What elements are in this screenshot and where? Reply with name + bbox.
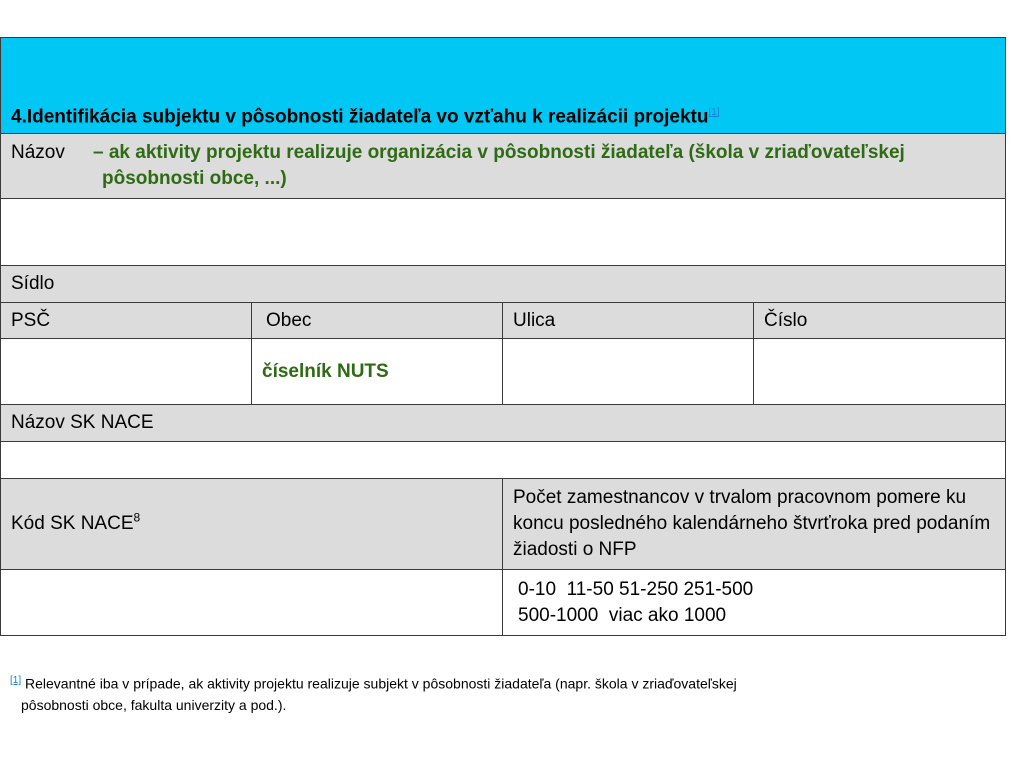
employees-ranges-line2: 500-1000 viac ako 1000: [518, 604, 727, 626]
ulica-input-cell[interactable]: [503, 339, 754, 405]
nazov-input-cell[interactable]: [1, 199, 1006, 266]
identification-form-table: [0, 37, 1006, 636]
employees-ranges-line1: 0-10 11-50 51-250 251-500: [518, 578, 754, 600]
ulica-label: Ulica: [503, 303, 754, 339]
nazov-note-line2: pôsobnosti obce, ...): [102, 168, 287, 189]
employees-ranges-cell[interactable]: [503, 570, 1006, 636]
nazov-note-line1: – ak aktivity projektu realizuje organizácia v pôsobnosti žiadateľa (škola v zriaďovateľskej: [93, 142, 905, 163]
nace-code-input-cell[interactable]: [1, 570, 503, 636]
section-title: 4.Identifikácia subjektu v pôsobnosti žiadateľa vo vzťahu k realizácii projektu: [11, 106, 709, 127]
obec-label: Obec: [252, 303, 503, 339]
obec-input-cell[interactable]: číselník NUTS: [252, 339, 503, 405]
psc-label: PSČ: [1, 303, 252, 339]
footnote-line1: Relevantné iba v prípade, ak aktivity projektu realizuje subjekt v pôsobnosti žiadateľa (napr. škola v zriaďovateľskej: [25, 675, 737, 692]
nace-code-footnote: 8: [133, 510, 141, 525]
nazov-note: [93, 140, 905, 192]
footnote-line2: pôsobnosti obce, fakulta univerzity a pod.).: [21, 696, 287, 713]
nazov-label: Názov: [11, 142, 65, 163]
footnote-ref-link[interactable]: [1]: [708, 106, 720, 118]
footnote-marker[interactable]: [1]: [10, 675, 22, 686]
nace-name-input-cell[interactable]: [1, 442, 1006, 479]
cislo-label: Číslo: [754, 303, 1006, 339]
psc-input-cell[interactable]: [1, 339, 252, 405]
section-header: [1, 38, 1006, 134]
nace-name-label: Názov SK NACE: [1, 405, 1006, 442]
sidlo-label: Sídlo: [1, 266, 1006, 303]
employees-label: Počet zamestnancov v trvalom pracovnom pomere ku koncu posledného kalendárneho štvrťroka pred podaním žiadosti o NFP: [503, 479, 1006, 570]
cislo-input-cell[interactable]: [754, 339, 1006, 405]
footnote: [10, 670, 737, 716]
nazov-header-cell: [1, 134, 1006, 199]
nace-code-label: Kód SK NACE: [11, 513, 134, 534]
nace-code-label-cell: [1, 479, 503, 570]
